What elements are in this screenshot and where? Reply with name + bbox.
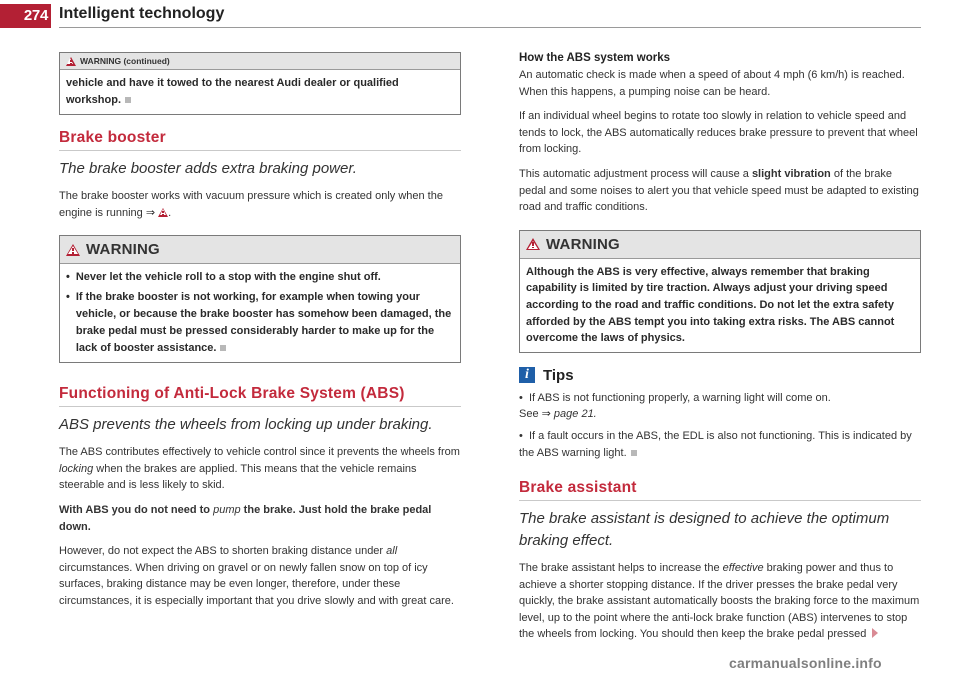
warning-label: WARNING [86,241,160,259]
abs-subtitle: ABS prevents the wheels from locking up under braking. [59,416,433,434]
how-abs-paragraph-2: If an individual wheel begins to rotate too slowly in relation to vehicle speed and tends to lock, the ABS automatically reduces brake pressure to prevent that wheel from locking. [519,110,918,156]
bullet-icon: • [66,291,70,304]
continued-next-page-icon[interactable] [872,628,878,638]
how-abs-paragraph-1: An automatic check is made when a speed of about 4 mph (6 km/h) is reached. When this happens, a pumping noise can be heard. [519,69,905,98]
warning-label: WARNING [546,235,620,253]
page-number: 274 [0,4,51,28]
warning-triangle-icon [66,244,80,256]
warning-continued-text: vehicle and have it towed to the nearest Audi dealer or qualified workshop. [66,77,399,106]
cross-reference-arrow[interactable]: ⇒ [541,408,551,421]
warning-continued-body [60,69,460,114]
bullet-icon: • [519,429,523,442]
warning-bullet [66,269,454,286]
abs-text: when the brakes are applied. This means that the vehicle remains steerable and is less likely to skid. [59,462,417,492]
warning-bullet-text: Never let the vehicle roll to a stop with the engine shut off. [75,271,381,284]
abs-emphasis: locking [59,462,94,475]
how-abs-emphasis: slight vibration [751,167,831,180]
warning-reference-icon[interactable] [158,208,168,217]
brake-booster-paragraph: The brake booster works with vacuum pressure which is created only when the engine is running ⇒ . [59,190,443,219]
abs-warning-box [519,230,921,353]
brake-assistant-emphasis: effective [722,562,764,575]
tips-text: If a fault occurs in the ABS, the EDL is also not functioning. This is indicated by the ABS warning light. [519,429,912,459]
brake-booster-heading: Brake booster [59,129,461,151]
abs-emphasis: all [386,545,398,558]
end-of-section-icon [631,450,637,456]
abs-text: With ABS you do not need to [59,503,214,516]
warning-continued-box [59,52,461,115]
how-abs-text: This automatic adjustment process will cause a [519,167,752,180]
brake-booster-warning-body [60,263,460,362]
brake-booster-warning-header [60,236,460,263]
brake-assistant-text: braking power and thus to achieve a shorter stopping distance. If the driver presses the brake pedal very quickly, the brake assistant automatically boosts the braking force to the maximum level, up to the point where the anti-lock brake function (ABS) intervenes to stop the wheels from locking. You should then keep the brake pedal pressed [519,562,920,641]
abs-text: circumstances. When driving on gravel or on newly fallen snow on top of icy surfaces, braking distance may be even longer, therefore, under these circumstances, it is especially important that you drive slowly and with great care. [59,561,454,607]
page-header [0,0,960,40]
brake-booster-subtitle: The brake booster adds extra braking power. [59,160,357,177]
abs-paragraph-1 [59,444,461,494]
how-abs-paragraph-3 [519,166,921,216]
brake-booster-text: The brake booster works with vacuum pressure which is created only when the engine is running [59,190,443,219]
abs-text: However, do not expect the ABS to shorten braking distance under [59,545,387,558]
abs-warning-header [520,231,920,258]
brake-assistant-heading: Brake assistant [519,479,921,501]
end-of-section-icon [125,97,131,103]
bullet-icon: • [66,271,70,284]
abs-paragraph-3 [59,543,461,609]
tips-header [519,367,921,384]
left-column [59,52,461,618]
watermark-text: carmanualsonline.info [729,655,882,671]
warning-triangle-icon [66,57,76,66]
brake-assistant-paragraph [519,560,921,643]
info-icon: i [519,367,535,383]
abs-warning-body [520,258,920,352]
warning-bullet [66,289,454,357]
right-column [519,52,921,651]
tips-see-label: See [519,408,542,421]
page-reference-link[interactable]: page 21. [553,408,597,421]
abs-paragraph-2 [59,502,461,535]
abs-text: the brake. Just hold the brake pedal down. [59,503,432,533]
abs-emphasis: pump [213,503,241,516]
header-divider [59,27,921,28]
tips-bullet-2 [519,428,921,461]
warning-continued-header [60,53,460,69]
brake-assistant-text: The brake assistant helps to increase the [519,562,723,575]
cross-reference-arrow[interactable]: ⇒ [145,206,156,219]
warning-bullet-text: If the brake booster is not working, for example when towing your vehicle, or because the brake booster has somehow been damaged, the brake pedal must be pressed considerably harder to make up for the lack of booster assistance. [75,291,452,355]
tips-bullet-1 [519,390,921,423]
brake-assistant-subtitle: The brake assistant is designed to achieve the optimum braking effect. [519,510,890,550]
brake-booster-warning-box [59,235,461,363]
abs-text: The ABS contributes effectively to vehicle control since it prevents the wheels from [59,446,460,459]
warning-continued-label: WARNING (continued) [80,56,170,66]
tips-text: If ABS is not functioning properly, a warning light will come on. [528,391,831,404]
warning-triangle-icon [526,238,540,250]
end-of-section-icon [220,345,226,351]
how-abs-text: of the brake pedal and some noises to alert you that vehicle speed must be adapted to existing road and traffic conditions. [519,167,919,214]
chapter-title: Intelligent technology [59,5,225,22]
how-abs-works-heading: How the ABS system works [519,52,671,64]
bullet-icon: • [519,391,523,404]
abs-warning-text: Although the ABS is very effective, always remember that braking capability is limited by tire traction. Always adjust your driving speed according to the road and traffic conditions. Do not let the extra safety afforded by the ABS tempt you into taking extra risks. The ABS cannot overcome the laws of physics. [526,265,895,345]
abs-heading: Functioning of Anti-Lock Brake System (ABS) [59,385,461,407]
tips-label: Tips [543,366,574,384]
